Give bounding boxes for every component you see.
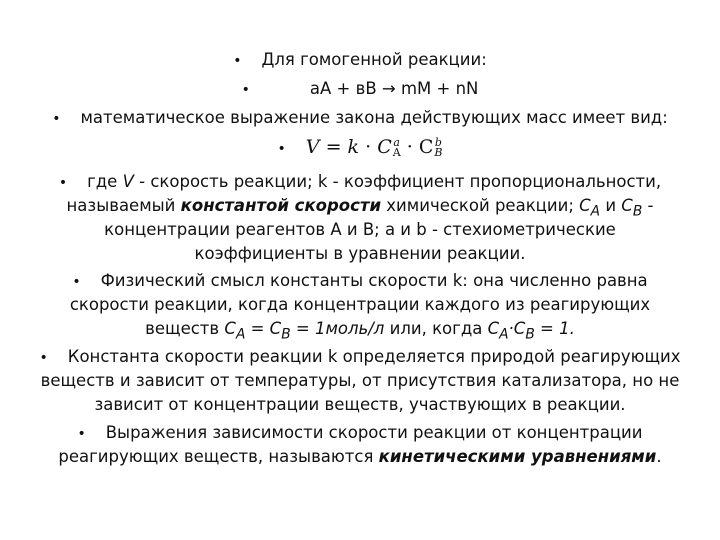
term-kinetic-equations: кинетическими уравнениями	[378, 447, 657, 466]
text-ca-sub: A	[499, 326, 509, 343]
formula-v: V	[305, 136, 320, 158]
bullet-reaction-equation	[0, 77, 720, 102]
text: химической реакции;	[381, 196, 580, 215]
kinetic-line-1	[0, 421, 720, 446]
depends-line-1	[0, 345, 720, 370]
kinetic-line-2	[0, 445, 720, 469]
text-cb-sub: B	[632, 203, 643, 220]
text: или, когда	[384, 319, 488, 338]
formula-k: k	[347, 136, 360, 158]
text-cb: ·C	[508, 319, 526, 338]
text: реагирующих веществ, называются	[58, 447, 379, 466]
physical-meaning-line-2: скорости реакции, когда концентрации каждого из реагирующих	[69, 295, 651, 314]
text: где	[87, 172, 123, 191]
text-ca: C	[579, 196, 591, 215]
bullet-rate-formula	[0, 135, 720, 161]
text: Константа скорости реакции k определяется природой реагирующих	[67, 347, 681, 366]
text-homogeneous-reaction: Для гомогенной реакции:	[261, 50, 487, 69]
text-cb-sub: B	[281, 326, 291, 343]
formula-eq: =	[325, 136, 342, 158]
text-mass-action-law: математическое выражение закона действующих масс имеет вид:	[80, 108, 668, 127]
text-ca-sub: A	[590, 203, 601, 220]
bullet-icon: •	[58, 175, 68, 191]
text: называемый	[66, 196, 181, 215]
formula-ca-sup: a	[393, 136, 400, 149]
formula-cb: C	[418, 136, 434, 158]
text: Выражения зависимости скорости реакции от концентрации	[105, 423, 643, 442]
formula-ca-sub: A	[392, 146, 401, 159]
bullet-homogeneous-reaction	[0, 48, 720, 73]
text: -	[642, 196, 654, 215]
text-cb: C	[621, 196, 633, 215]
physical-meaning-line-1	[0, 269, 720, 294]
text: и	[600, 196, 622, 215]
text-cb-sub: B	[525, 326, 535, 343]
text: = 1.	[534, 319, 575, 338]
text-reaction-equation: aA + вB → mM + nN	[309, 79, 479, 98]
bullet-icon: •	[72, 274, 81, 290]
formula-dot: ·	[406, 136, 413, 158]
bullet-icon: •	[39, 350, 48, 366]
physical-meaning-line-3	[0, 317, 720, 346]
text: .	[656, 447, 662, 466]
formula-dot: ·	[365, 136, 372, 158]
definitions-line-1	[0, 170, 720, 195]
bullet-icon: •	[77, 426, 86, 442]
formula-cb-sup: b	[434, 136, 442, 149]
text: Физический смысл константы скорости k: она численно равна	[100, 271, 648, 290]
text-v: V	[122, 172, 134, 191]
text: - скорость реакции; k - коэффициент пропорциональности,	[133, 172, 662, 191]
bullet-mass-action-law	[0, 106, 720, 131]
rate-formula	[306, 136, 443, 158]
bullet-icon: •	[233, 53, 242, 69]
bullet-icon: •	[52, 111, 61, 127]
formula-ca: C	[377, 136, 392, 158]
definitions-line-3: концентрации реагентов А и В; a и b - стехиометрические	[104, 220, 616, 239]
text-cb: = C	[245, 319, 282, 338]
depends-line-2: веществ и зависит от температуры, от присутствия катализатора, но не	[40, 371, 680, 390]
bullet-icon: •	[277, 141, 286, 157]
definitions-line-4: коэффициенты в уравнении реакции.	[194, 244, 526, 263]
term-rate-constant: константой скорости	[180, 196, 382, 215]
text-unit: = 1моль/л	[290, 319, 385, 338]
text-ca: C	[487, 319, 500, 338]
text-ca-sub: A	[235, 326, 246, 343]
text: веществ	[145, 319, 225, 338]
depends-line-3: зависит от концентрации веществ, участвующих в реакции.	[94, 395, 626, 414]
bullet-icon: •	[241, 82, 250, 98]
formula-cb-sub: B	[434, 146, 443, 159]
text-ca: C	[224, 319, 236, 338]
